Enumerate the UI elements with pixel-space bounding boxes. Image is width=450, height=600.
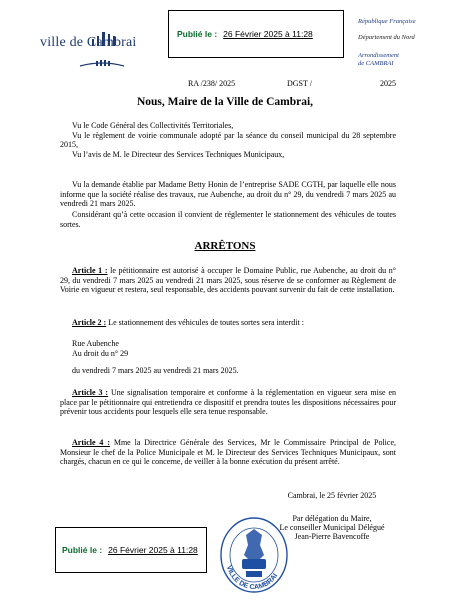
article-3-label: Article 3 : bbox=[72, 388, 109, 397]
header-departement: Département du Nord bbox=[358, 34, 415, 41]
reference-year: 2025 bbox=[380, 79, 396, 88]
header-cambrai: de CAMBRAI bbox=[358, 60, 394, 67]
article-3-text: Une signalisation temporaire et conforme à la réglementation en vigueur sera mise en place par le pétitionnaire qui entretiendra ce dispositif et prendra toutes les dispositions nécessaires pour prévenir tous accidents pour lesquels elle sera tenue responsable. bbox=[60, 388, 396, 417]
arretons-heading: ARRÊTONS bbox=[194, 240, 256, 252]
city-seal-icon bbox=[218, 515, 290, 595]
article-4-label: Article 4 : bbox=[72, 438, 110, 447]
stamp-label-bottom: Publié le : bbox=[62, 545, 103, 555]
svg-text:VILLE DE CAMBRAI: VILLE DE CAMBRAI bbox=[224, 564, 280, 592]
signature-place-date: Cambrai, le 25 février 2025 bbox=[287, 491, 377, 500]
signature-name: Jean-Pierre Bavencoffe bbox=[294, 532, 370, 541]
signature-role: Le conseiller Municipal Délégué bbox=[279, 523, 385, 532]
header-arrondissement: Arrondissement bbox=[358, 52, 399, 59]
reference-service: DGST / bbox=[287, 79, 312, 88]
article-1-text: le pétitionnaire est autorisé à occuper le Domaine Public, rue Aubenche, au droit du n° 29, du vendredi 7 mars 2025 au vendredi 21 mars 2025, sous réserve de se conformer au Règlement de Voirie en vigueur et restera, seul responsable, des accidents pouvant survenir du fait de cette installation. bbox=[60, 266, 397, 295]
location-number: Au droit du n° 29 bbox=[72, 349, 129, 358]
article-3 bbox=[60, 388, 396, 417]
vu-code: Vu le Code Général des Collectivités Territoriales, bbox=[72, 121, 234, 130]
vu-block bbox=[60, 121, 396, 159]
stamp-value-bottom: 26 Février 2025 à 11:28 bbox=[108, 545, 198, 555]
logo-text: ville de Cambrai bbox=[40, 35, 137, 50]
article-1 bbox=[60, 266, 396, 295]
article-2-text: Le stationnement des véhicules de toutes sortes sera interdit : bbox=[106, 318, 304, 327]
article-4-text: Mme la Directrice Générale des Services, Mr le Commissaire Principal de Police, Monsieur le chef de la Police Municipale et M. le Directeur des Services Techniques Municipaux, sont chargés, chacun en ce qui le concerne, de veiller à la bonne exécution du présent arrêté. bbox=[60, 438, 397, 467]
vu-demande: Vu la demande établie par Madame Betty Honin de l’entreprise SADE CGTH, par laquelle elle nous informe que la société réalise des travaux, rue Aubenche, au droit du n° 29, du vendredi 7 mars 2025 au vendredi 21 mars 2025. bbox=[60, 180, 396, 209]
article-2 bbox=[60, 318, 396, 328]
article-4 bbox=[60, 438, 396, 467]
location-street: Rue Aubenche bbox=[72, 339, 119, 348]
publication-stamp-bottom bbox=[55, 527, 207, 573]
article-1-label: Article 1 : bbox=[72, 266, 108, 275]
stamp-label: Publié le : bbox=[177, 29, 218, 39]
page-title: Nous, Maire de la Ville de Cambrai, bbox=[136, 96, 314, 108]
considerant: Considérant qu’à cette occasion il convient de réglementer le stationnement des véhicules de toutes sortes. bbox=[60, 210, 396, 229]
vu-avis: Vu l’avis de M. le Directeur des Services Techniques Municipaux, bbox=[72, 149, 285, 159]
signature-delegation: Par délégation du Maire, bbox=[292, 514, 372, 523]
stamp-value: 26 Février 2025 à 11:28 bbox=[223, 29, 313, 39]
reference-number: RA /238/ 2025 bbox=[188, 79, 236, 88]
publication-stamp-top bbox=[168, 10, 344, 58]
vu-reglement: Vu le règlement de voirie communale adopté par la séance du conseil municipal du 28 septembre 2015, bbox=[60, 130, 396, 150]
location-dates: du vendredi 7 mars 2025 au vendredi 21 mars 2025. bbox=[72, 366, 239, 375]
header-republique: République Française bbox=[358, 18, 416, 25]
article-2-label: Article 2 : bbox=[72, 318, 107, 327]
